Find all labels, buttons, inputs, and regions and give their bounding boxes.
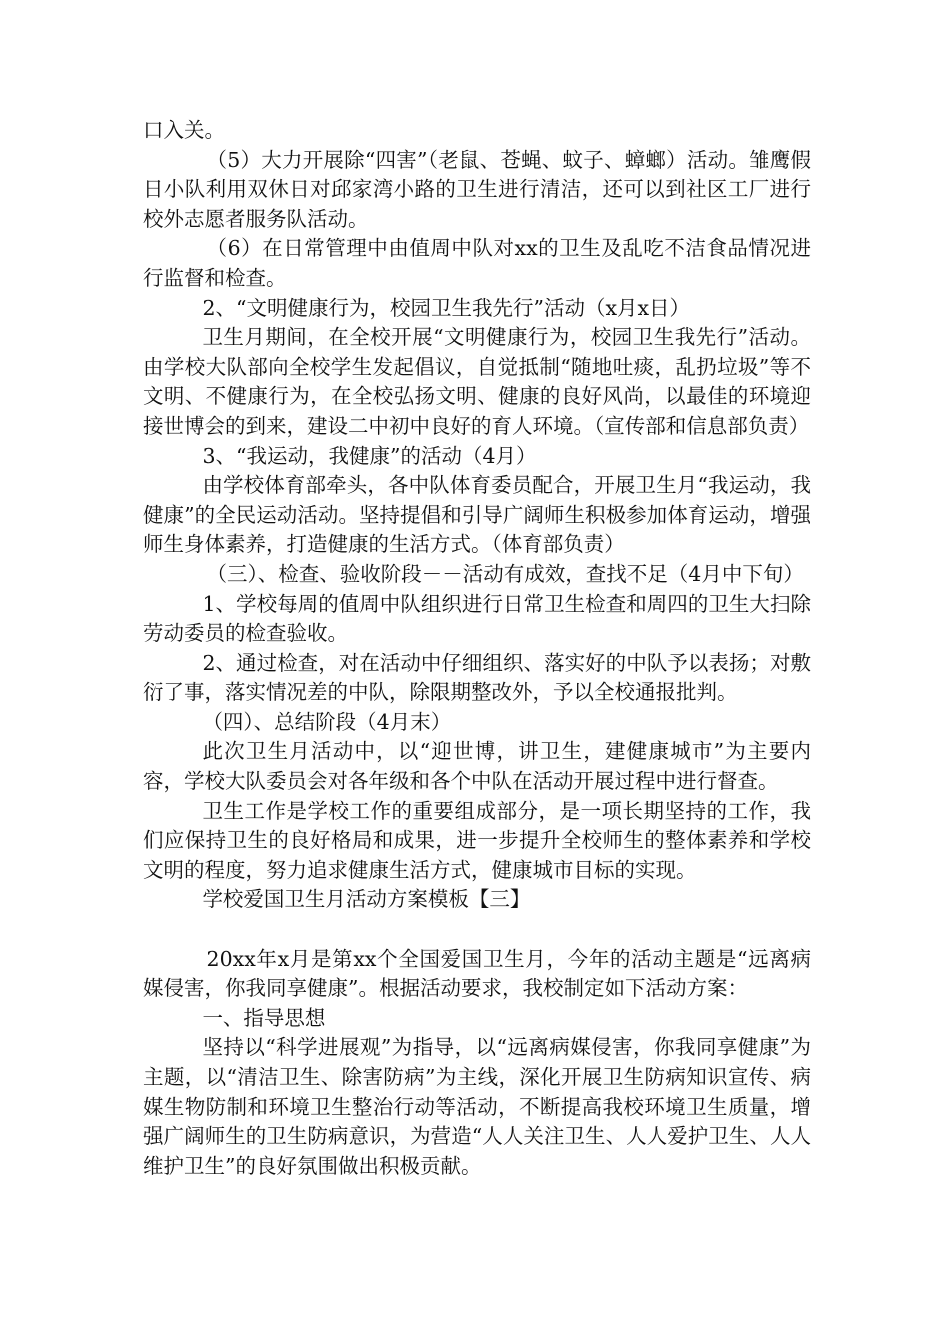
paragraph-item-6: （6）在日常管理中由值周中队对xx的卫生及乱吃不洁食品情况进行监督和检查。 xyxy=(143,236,811,290)
paragraph-item-1: 1、学校每周的值周中队组织进行日常卫生检查和周四的卫生大扫除劳动委员的检查验收。 xyxy=(143,591,811,646)
section-heading-3: 3、“我运动，我健康”的活动（4月） xyxy=(202,443,537,468)
document-body xyxy=(143,116,811,1181)
paragraph-body: 此次卫生月活动中，以“迎世博，讲卫生，建健康城市”为主要内容，学校大队委员会对各年级和各个中队在活动开展过程中进行督查。 xyxy=(143,739,811,794)
stage-heading-check: （三）、检查、验收阶段－－活动有成效，查找不足（4月中下旬） xyxy=(206,561,804,586)
template-title: 学校爱国卫生月活动方案模板【三】 xyxy=(202,887,531,912)
blank-line xyxy=(143,915,811,945)
paragraph-body: 卫生月期间，在全校开展“文明健康行为，校园卫生我先行”活动。由学校大队部向全校学生发起倡议，自觉抵制“随地吐痰，乱扔垃圾”等不文明、不健康行为，在全校弘扬文明、健康的良好风尚，以最佳的环境迎接世博会的到来，建设二中初中良好的育人环境。（宣传部和信息部负责） xyxy=(143,325,811,438)
section-heading-guiding: 一、指导思想 xyxy=(202,1005,326,1030)
section-heading-2: 2、“文明健康行为，校园卫生我先行”活动（x月x日） xyxy=(202,295,691,320)
paragraph-continuation: 口入关。 xyxy=(143,118,225,142)
paragraph-item-2: 2、通过检查，对在活动中仔细组织、落实好的中队予以表扬；对敷衍了事，落实情况差的中队，除限期整改外，予以全校通报批判。 xyxy=(143,650,811,705)
paragraph-intro: 20xx年x月是第xx个全国爱国卫生月，今年的活动主题是“远离病媒侵害，你我同享健康”。根据活动要求，我校制定如下活动方案： xyxy=(143,946,811,1001)
paragraph-body: 卫生工作是学校工作的重要组成部分，是一项长期坚持的工作，我们应保持卫生的良好格局和成果，进一步提升全校师生的整体素养和学校文明的程度，努力追求健康生活方式，健康城市目标的实现。 xyxy=(143,798,811,882)
paragraph-body: 坚持以“科学进展观”为指导，以“远离病媒侵害，你我同享健康”为主题，以“清洁卫生、除害防病”为主线，深化开展卫生防病知识宣传、病媒生物防制和环境卫生整治行动等活动，不断提高我校环境卫生质量，增强广阔师生的卫生防病意识，为营造“人人关注卫生、人人爱护卫生、人人维护卫生”的良好氛围做出积极贡献。 xyxy=(143,1035,811,1178)
stage-heading-summary: （四）、总结阶段（4月末） xyxy=(202,709,452,734)
paragraph-body: 由学校体育部牵头，各中队体育委员配合，开展卫生月“我运动，我健康”的全民运动活动。坚持提倡和引导广阔师生积极参加体育运动，增强师生身体素养，打造健康的生活方式。（体育部负责） xyxy=(143,473,811,557)
paragraph-item-5: （5）大力开展除“四害”（老鼠、苍蝇、蚊子、蟑螂）活动。雏鹰假日小队利用双休日对邱家湾小路的卫生进行清洁，还可以到社区工厂进行校外志愿者服务队活动。 xyxy=(143,147,811,231)
